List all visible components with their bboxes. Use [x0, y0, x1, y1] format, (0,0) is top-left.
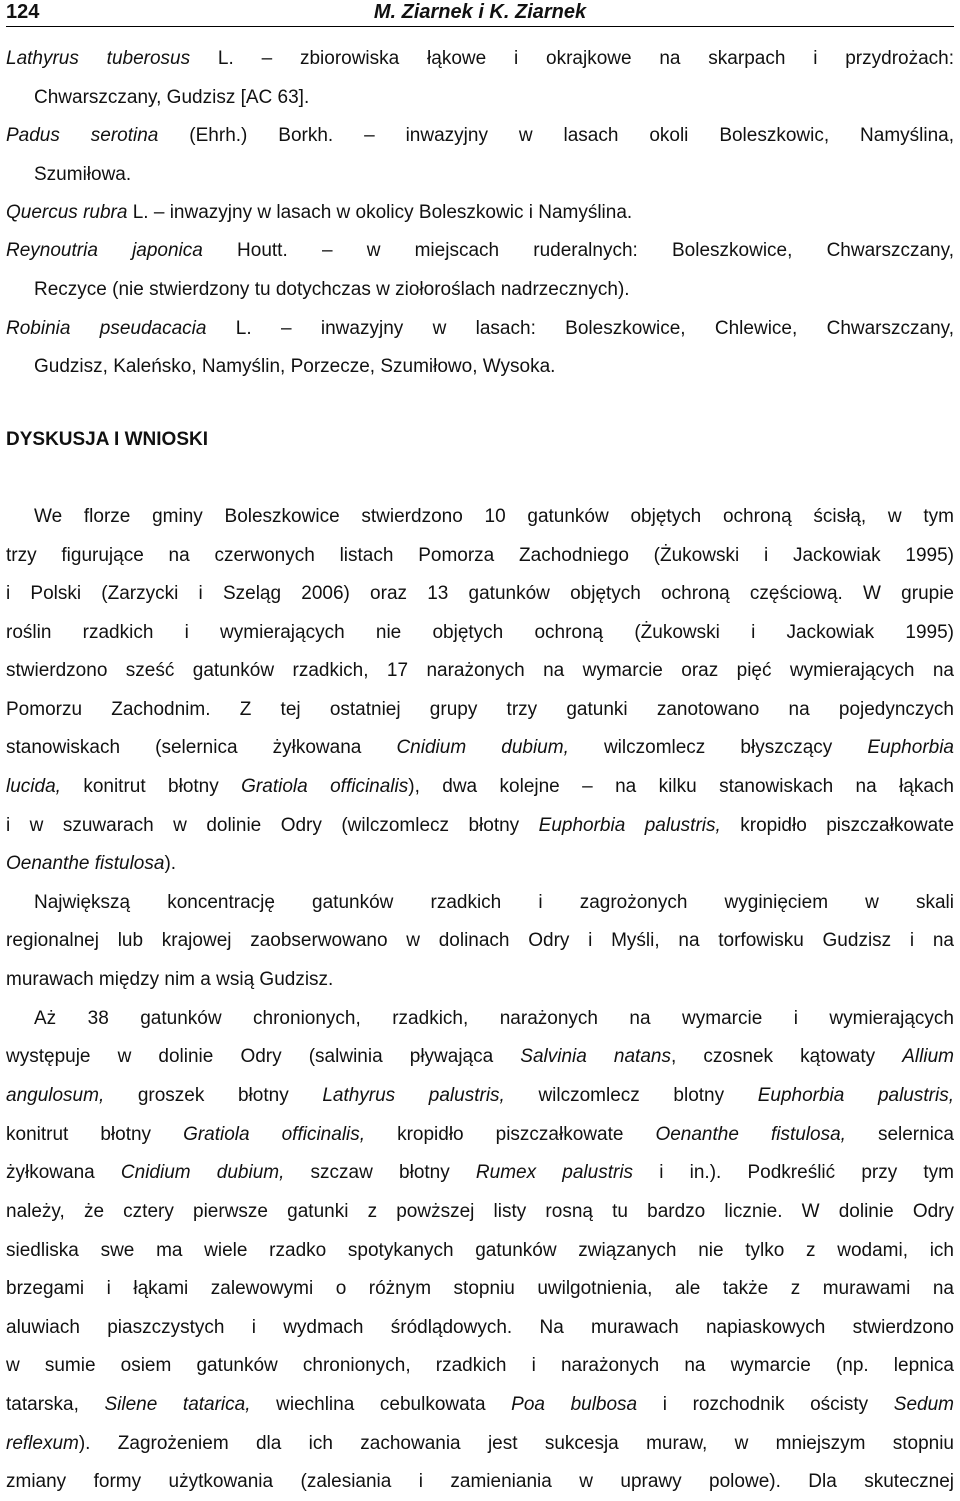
paragraph-line [6, 1085, 954, 1107]
species-name: Gratiola officinalis [241, 776, 409, 797]
species-author: L. [127, 202, 149, 223]
species-description: – w miejscach ruderalnych: Boleszkowice, Chwarszczany, [287, 240, 954, 261]
paragraph-line: siedliska swe ma wiele rzadko spotykanych gatunków związanych nie tylko z wodami, ich [6, 1240, 954, 1261]
species-entry-line [6, 202, 954, 224]
species-name: Robinia pseudacacia [6, 318, 207, 339]
paragraph-line: roślin rzadkich i wymierających nie objętych ochroną (Żukowski i Jackowiak 1995) [6, 622, 954, 643]
text-run: groszek błotny [104, 1085, 323, 1106]
section-title: DYSKUSJA I WNIOSKI [6, 429, 208, 450]
paragraph-line: brzegami i łąkami zalewowymi o różnym stopniu uwilgotnienia, ale także z murawami na [6, 1278, 954, 1299]
paragraph-line: Największą koncentrację gatunków rzadkich i zagrożonych wyginięciem w skali [34, 892, 954, 913]
species-description: – inwazyjny w lasach: Boleszkowice, Chlewice, Chwarszczany, [251, 318, 955, 339]
species-author: (Ehrh.) Borkh. [158, 125, 334, 146]
species-name: Lathyrus tuberosus [6, 48, 191, 69]
paragraph-line: w sumie osiem gatunków chronionych, rzadkich i narażonych na wymarcie (np. lepnica [6, 1355, 954, 1376]
text-run: kropidło piszczałkowate [720, 815, 955, 836]
text-run: i rozchodnik ościsty [637, 1394, 894, 1415]
species-name: Poa bulbosa [511, 1394, 638, 1415]
paragraph-line: regionalnej lub krajowej zaobserwowano w dolinach Odry i Myśli, na torfowisku Gudzisz i na [6, 930, 954, 951]
text-run: tatarska, [6, 1394, 105, 1415]
species-entry-line [6, 48, 954, 70]
species-author: L. [190, 48, 234, 69]
paragraph-line [6, 853, 954, 875]
species-name: Oenanthe fistulosa, [655, 1124, 846, 1145]
paragraph-line: trzy figurujące na czerwonych listach Pomorza Zachodniego (Żukowski i Jackowiak 1995) [6, 545, 954, 566]
text-run: selernica [845, 1124, 954, 1145]
species-name: Salvinia natans [520, 1046, 671, 1067]
species-name: Rumex palustris [475, 1162, 634, 1183]
species-description: – zbiorowiska łąkowe i okrajkowe na skarpach i przydrożach: [233, 48, 955, 69]
species-name: Euphorbia [867, 737, 954, 758]
text-run: i w szuwarach w dolinie Odry (wilczomlecz błotny [6, 815, 539, 836]
text-run: , czosnek kątowaty [670, 1046, 903, 1067]
species-entry-continuation: Szumiłowa. [34, 164, 132, 185]
species-name: Cnidium dubium, [396, 737, 569, 758]
species-name: Cnidium dubium, [120, 1162, 285, 1183]
paragraph-line: zmiany formy użytkowania (zalesiania i zamieniania w uprawy polowe). Dla skutecznej [6, 1471, 954, 1492]
species-name: reflexum [6, 1433, 79, 1454]
paragraph-line: murawach między nim a wsią Gudzisz. [6, 969, 334, 990]
paragraph-line [6, 776, 954, 798]
paragraph-line: We florze gminy Boleszkowice stwierdzono 10 gatunków objętych ochroną ścisłą, w tym [34, 506, 954, 527]
species-name: angulosum, [6, 1085, 105, 1106]
species-author: L. [206, 318, 252, 339]
text-run: konitrut błotny [60, 776, 242, 797]
paragraph-line: Aż 38 gatunków chronionych, rzadkich, narażonych na wymarcie i wymierających [34, 1008, 954, 1029]
species-name: Euphorbia palustris, [757, 1085, 954, 1106]
species-author: Houtt. [202, 240, 288, 261]
species-name: Padus serotina [6, 125, 159, 146]
text-run: żyłkowana [6, 1162, 121, 1183]
paragraph-line: stwierdzono sześć gatunków rzadkich, 17 narażonych na wymarcie oraz pięć wymierających na [6, 660, 954, 681]
species-description: – inwazyjny w lasach w okolicy Boleszkowic i Namyślina. [148, 202, 633, 223]
text-run: ). Zagrożeniem dla ich zachowania jest sukcesja muraw, w mniejszym stopniu [78, 1433, 954, 1454]
text-run: kropidło piszczałkowate [365, 1124, 656, 1145]
paragraph-line [6, 737, 954, 759]
text-run: wiechlina cebulkowata [250, 1394, 512, 1415]
paragraph-line: i Polski (Zarzycki i Szeląg 2006) oraz 13 gatunków objętych ochroną częściową. W grupie [6, 583, 954, 604]
species-entry-line [6, 240, 954, 262]
paragraph-line: należy, że cztery pierwsze gatunki z powższej listy rosną tu bardzo licznie. W dolinie Odry [6, 1201, 954, 1222]
text-run: konitrut błotny [6, 1124, 184, 1145]
species-entry-continuation: Reczyce (nie stwierdzony tu dotychczas w ziołoroślach nadrzecznych). [34, 279, 630, 300]
species-name: Oenanthe fistulosa [6, 853, 165, 874]
species-name: Lathyrus palustris, [322, 1085, 505, 1106]
running-header-authors: M. Ziarnek i K. Ziarnek [373, 1, 587, 23]
paragraph-line [6, 1162, 954, 1184]
page-number: 124 [6, 1, 40, 23]
text-run: występuje w dolinie Odry (salwinia pływająca [6, 1046, 521, 1067]
species-name: Reynoutria japonica [6, 240, 203, 261]
text-run: i in.). Podkreślić przy tym [633, 1162, 954, 1183]
text-run: wilczomlecz błyszczący [568, 737, 868, 758]
text-run: stanowiskach (selernica żyłkowana [6, 737, 397, 758]
running-header [6, 0, 954, 27]
species-name: Sedum [893, 1394, 954, 1415]
text-run: ). [164, 853, 177, 874]
species-entry-line [6, 318, 954, 340]
paragraph-line [6, 1394, 954, 1416]
species-name: Euphorbia palustris, [538, 815, 721, 836]
species-name: Quercus rubra [6, 202, 128, 223]
paragraph-line: aluwiach piaszczystych i wydmach śródlądowych. Na murawach napiaskowych stwierdzono [6, 1317, 954, 1338]
species-name: Silene tatarica, [104, 1394, 251, 1415]
paragraph-line [6, 815, 954, 837]
paragraph-line [6, 1046, 954, 1068]
text-run: wilczomlecz blotny [504, 1085, 758, 1106]
species-entry-line [6, 125, 954, 147]
species-entry-continuation: Gudzisz, Kaleńsko, Namyślin, Porzecze, Szumiłowo, Wysoka. [34, 356, 556, 377]
text-run: ), dwa kolejne – na kilku stanowiskach na łąkach [408, 776, 955, 797]
species-name: Allium [902, 1046, 954, 1067]
paragraph-line [6, 1433, 954, 1455]
species-entry-continuation: Chwarszczany, Gudzisz [AC 63]. [34, 87, 310, 108]
species-name: Gratiola officinalis, [183, 1124, 366, 1145]
text-run: szczaw błotny [284, 1162, 476, 1183]
paragraph-line: Pomorzu Zachodnim. Z tej ostatniej grupy trzy gatunki zanotowano na pojedynczych [6, 699, 954, 720]
species-description: – inwazyjny w lasach okoli Boleszkowic, Namyślina, [333, 125, 955, 146]
paragraph-line [6, 1124, 954, 1146]
species-name: lucida, [6, 776, 61, 797]
